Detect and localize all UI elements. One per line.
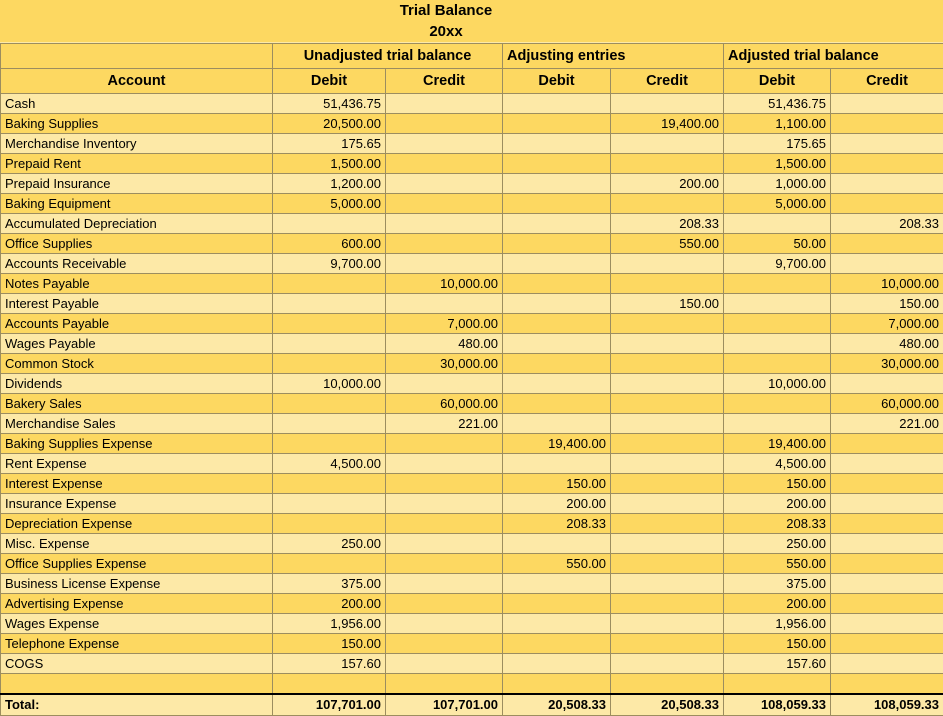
sheet-title: Trial Balance: [399, 2, 493, 19]
unadjusted-debit-cell[interactable]: [273, 314, 386, 334]
adjusting-credit-cell[interactable]: [611, 374, 724, 394]
adjusting-debit-cell[interactable]: [503, 94, 611, 114]
adjusting-credit-cell[interactable]: [611, 634, 724, 654]
adjusting-debit-cell[interactable]: [503, 334, 611, 354]
table-row: [1, 374, 943, 394]
column-header-adjusting-debit: Debit: [503, 69, 611, 94]
adjusted-credit-cell[interactable]: [831, 634, 943, 654]
table-row: [1, 274, 943, 294]
adjusted-debit-cell[interactable]: [724, 414, 831, 434]
adjusting-debit-cell[interactable]: [503, 354, 611, 374]
adjusted-credit-cell[interactable]: [831, 434, 943, 454]
table-row: [1, 654, 943, 674]
adjusting-debit-cell[interactable]: [503, 294, 611, 314]
adjusting-credit-cell[interactable]: 550.00: [611, 234, 724, 254]
blank-row: [1, 674, 943, 695]
section-header-row: [1, 44, 943, 69]
adjusted-debit-cell[interactable]: 1,000.00: [724, 174, 831, 194]
unadjusted-credit-cell[interactable]: [386, 614, 503, 634]
adjusted-debit-cell[interactable]: 4,500.00: [724, 454, 831, 474]
adjusted-debit-cell[interactable]: 9,700.00: [724, 254, 831, 274]
adjusted-credit-cell[interactable]: [831, 174, 943, 194]
unadjusted-debit-cell[interactable]: [273, 274, 386, 294]
unadjusted-credit-cell[interactable]: [386, 194, 503, 214]
unadjusted-credit-cell[interactable]: 221.00: [386, 414, 503, 434]
account-cell[interactable]: Depreciation Expense: [1, 514, 273, 534]
adjusting-credit-cell[interactable]: 208.33: [611, 214, 724, 234]
unadjusted-debit-cell[interactable]: [273, 214, 386, 234]
section-adjusted: Adjusted trial balance: [724, 44, 943, 69]
unadjusted-debit-cell[interactable]: [273, 394, 386, 414]
adjusted-credit-cell[interactable]: [831, 154, 943, 174]
adjusted-debit-cell[interactable]: 250.00: [724, 534, 831, 554]
adjusting-debit-cell[interactable]: [503, 634, 611, 654]
table-row: [1, 634, 943, 654]
unadjusted-credit-cell[interactable]: [386, 114, 503, 134]
account-cell[interactable]: Merchandise Sales: [1, 414, 273, 434]
table-row: [1, 194, 943, 214]
table-row: [1, 294, 943, 314]
unadjusted-debit-cell[interactable]: [273, 414, 386, 434]
adjusted-credit-cell[interactable]: [831, 534, 943, 554]
adjusted-debit-cell[interactable]: 200.00: [724, 594, 831, 614]
account-cell[interactable]: Prepaid Rent: [1, 154, 273, 174]
unadjusted-credit-cell[interactable]: [386, 374, 503, 394]
adjusting-credit-cell[interactable]: [611, 534, 724, 554]
unadjusted-credit-cell[interactable]: 60,000.00: [386, 394, 503, 414]
adjusted-credit-cell[interactable]: [831, 494, 943, 514]
table-row: [1, 254, 943, 274]
account-cell[interactable]: Misc. Expense: [1, 534, 273, 554]
unadjusted-credit-cell[interactable]: 480.00: [386, 334, 503, 354]
account-cell[interactable]: COGS: [1, 654, 273, 674]
blank-cell[interactable]: [273, 674, 386, 695]
account-cell[interactable]: Accumulated Depreciation: [1, 214, 273, 234]
adjusted-debit-cell[interactable]: 175.65: [724, 134, 831, 154]
unadjusted-credit-cell[interactable]: [386, 154, 503, 174]
table-row: [1, 574, 943, 594]
column-header-unadjusted-debit: Debit: [273, 69, 386, 94]
account-cell[interactable]: Interest Payable: [1, 294, 273, 314]
blank-cell[interactable]: [611, 674, 724, 695]
unadjusted-debit-cell[interactable]: 9,700.00: [273, 254, 386, 274]
adjusting-debit-cell[interactable]: 550.00: [503, 554, 611, 574]
adjusted-debit-cell[interactable]: 1,100.00: [724, 114, 831, 134]
column-header-account: Account: [1, 69, 273, 94]
unadjusted-credit-cell[interactable]: [386, 474, 503, 494]
unadjusted-debit-cell[interactable]: [273, 434, 386, 454]
adjusting-debit-cell[interactable]: [503, 254, 611, 274]
total-unadjusted-debit[interactable]: 107,701.00: [273, 694, 386, 716]
adjusting-credit-cell[interactable]: [611, 474, 724, 494]
account-cell[interactable]: Interest Expense: [1, 474, 273, 494]
unadjusted-debit-cell[interactable]: [273, 354, 386, 374]
adjusting-credit-cell[interactable]: [611, 394, 724, 414]
adjusted-credit-cell[interactable]: [831, 574, 943, 594]
unadjusted-debit-cell[interactable]: 157.60: [273, 654, 386, 674]
adjusting-credit-cell[interactable]: [611, 334, 724, 354]
adjusting-debit-cell[interactable]: [503, 394, 611, 414]
adjusted-credit-cell[interactable]: [831, 114, 943, 134]
account-cell[interactable]: Bakery Sales: [1, 394, 273, 414]
total-adjusted-debit[interactable]: 108,059.33: [724, 694, 831, 716]
unadjusted-credit-cell[interactable]: [386, 514, 503, 534]
table-row: [1, 614, 943, 634]
adjusted-debit-cell[interactable]: 51,436.75: [724, 94, 831, 114]
table-row: [1, 514, 943, 534]
adjusting-debit-cell[interactable]: [503, 154, 611, 174]
account-cell[interactable]: Baking Supplies Expense: [1, 434, 273, 454]
adjusting-debit-cell[interactable]: [503, 534, 611, 554]
unadjusted-debit-cell[interactable]: 51,436.75: [273, 94, 386, 114]
adjusted-credit-cell[interactable]: 30,000.00: [831, 354, 943, 374]
adjusting-debit-cell[interactable]: [503, 414, 611, 434]
account-cell[interactable]: Notes Payable: [1, 274, 273, 294]
table-row: [1, 214, 943, 234]
adjusted-debit-cell[interactable]: [724, 334, 831, 354]
adjusting-credit-cell[interactable]: [611, 654, 724, 674]
unadjusted-debit-cell[interactable]: 175.65: [273, 134, 386, 154]
adjusted-credit-cell[interactable]: [831, 194, 943, 214]
adjusting-credit-cell[interactable]: [611, 454, 724, 474]
adjusted-debit-cell[interactable]: 375.00: [724, 574, 831, 594]
adjusting-credit-cell[interactable]: [611, 354, 724, 374]
table-row: [1, 434, 943, 454]
table-row: [1, 594, 943, 614]
table-row: [1, 554, 943, 574]
adjusting-credit-cell[interactable]: 19,400.00: [611, 114, 724, 134]
unadjusted-debit-cell[interactable]: 150.00: [273, 634, 386, 654]
unadjusted-debit-cell[interactable]: [273, 554, 386, 574]
unadjusted-debit-cell[interactable]: 4,500.00: [273, 454, 386, 474]
unadjusted-debit-cell[interactable]: 600.00: [273, 234, 386, 254]
adjusting-debit-cell[interactable]: [503, 574, 611, 594]
column-header-adjusted-debit: Debit: [724, 69, 831, 94]
unadjusted-credit-cell[interactable]: [386, 174, 503, 194]
column-header-row: [1, 69, 943, 94]
adjusted-debit-cell[interactable]: [724, 394, 831, 414]
column-header-adjusting-credit: Credit: [611, 69, 724, 94]
adjusted-credit-cell[interactable]: [831, 254, 943, 274]
total-adjusting-credit[interactable]: 20,508.33: [611, 694, 724, 716]
table-row: [1, 234, 943, 254]
account-cell[interactable]: Insurance Expense: [1, 494, 273, 514]
adjusting-credit-cell[interactable]: [611, 554, 724, 574]
adjusting-credit-cell[interactable]: [611, 494, 724, 514]
adjusting-credit-cell[interactable]: [611, 314, 724, 334]
adjusting-debit-cell[interactable]: 208.33: [503, 514, 611, 534]
account-cell[interactable]: Office Supplies: [1, 234, 273, 254]
unadjusted-debit-cell[interactable]: [273, 294, 386, 314]
account-cell[interactable]: Common Stock: [1, 354, 273, 374]
adjusted-credit-cell[interactable]: [831, 594, 943, 614]
adjusted-debit-cell[interactable]: 150.00: [724, 474, 831, 494]
unadjusted-credit-cell[interactable]: [386, 454, 503, 474]
unadjusted-credit-cell[interactable]: [386, 134, 503, 154]
account-cell[interactable]: Office Supplies Expense: [1, 554, 273, 574]
account-cell[interactable]: Wages Expense: [1, 614, 273, 634]
account-cell[interactable]: Wages Payable: [1, 334, 273, 354]
adjusting-credit-cell[interactable]: [611, 94, 724, 114]
adjusted-credit-cell[interactable]: 7,000.00: [831, 314, 943, 334]
account-cell[interactable]: Advertising Expense: [1, 594, 273, 614]
unadjusted-credit-cell[interactable]: [386, 494, 503, 514]
adjusting-credit-cell[interactable]: [611, 194, 724, 214]
table-row: [1, 394, 943, 414]
unadjusted-debit-cell[interactable]: 1,500.00: [273, 154, 386, 174]
adjusted-debit-cell[interactable]: 157.60: [724, 654, 831, 674]
adjusting-debit-cell[interactable]: [503, 114, 611, 134]
unadjusted-credit-cell[interactable]: [386, 94, 503, 114]
unadjusted-debit-cell[interactable]: [273, 514, 386, 534]
adjusting-credit-cell[interactable]: 150.00: [611, 294, 724, 314]
adjusting-debit-cell[interactable]: [503, 234, 611, 254]
unadjusted-credit-cell[interactable]: [386, 654, 503, 674]
adjusted-debit-cell[interactable]: [724, 214, 831, 234]
unadjusted-debit-cell[interactable]: 1,956.00: [273, 614, 386, 634]
account-cell[interactable]: Baking Supplies: [1, 114, 273, 134]
adjusting-debit-cell[interactable]: 19,400.00: [503, 434, 611, 454]
table-row: [1, 454, 943, 474]
adjusted-debit-cell[interactable]: [724, 274, 831, 294]
total-adjusted-credit[interactable]: 108,059.33: [831, 694, 943, 716]
adjusted-credit-cell[interactable]: [831, 474, 943, 494]
unadjusted-credit-cell[interactable]: 7,000.00: [386, 314, 503, 334]
adjusting-credit-cell[interactable]: [611, 274, 724, 294]
unadjusted-debit-cell[interactable]: 5,000.00: [273, 194, 386, 214]
totals-row: [1, 694, 943, 716]
adjusted-credit-cell[interactable]: [831, 374, 943, 394]
account-cell[interactable]: Accounts Receivable: [1, 254, 273, 274]
total-adjusting-debit[interactable]: 20,508.33: [503, 694, 611, 716]
column-header-unadjusted-credit: Credit: [386, 69, 503, 94]
unadjusted-credit-cell[interactable]: [386, 234, 503, 254]
adjusting-credit-cell[interactable]: 200.00: [611, 174, 724, 194]
unadjusted-credit-cell[interactable]: 10,000.00: [386, 274, 503, 294]
adjusted-credit-cell[interactable]: [831, 654, 943, 674]
adjusting-credit-cell[interactable]: [611, 514, 724, 534]
unadjusted-credit-cell[interactable]: [386, 594, 503, 614]
unadjusted-debit-cell[interactable]: 200.00: [273, 594, 386, 614]
adjusting-debit-cell[interactable]: [503, 214, 611, 234]
adjusted-debit-cell[interactable]: 19,400.00: [724, 434, 831, 454]
table-row: [1, 314, 943, 334]
adjusted-debit-cell[interactable]: 200.00: [724, 494, 831, 514]
table-row: [1, 534, 943, 554]
account-cell[interactable]: Cash: [1, 94, 273, 114]
unadjusted-credit-cell[interactable]: [386, 254, 503, 274]
table-row: [1, 494, 943, 514]
adjusting-debit-cell[interactable]: [503, 134, 611, 154]
adjusted-debit-cell[interactable]: 1,956.00: [724, 614, 831, 634]
table-row: [1, 134, 943, 154]
adjusted-debit-cell[interactable]: [724, 294, 831, 314]
account-cell[interactable]: Prepaid Insurance: [1, 174, 273, 194]
adjusted-credit-cell[interactable]: 480.00: [831, 334, 943, 354]
adjusting-debit-cell[interactable]: 200.00: [503, 494, 611, 514]
adjusting-debit-cell[interactable]: [503, 654, 611, 674]
unadjusted-debit-cell[interactable]: 20,500.00: [273, 114, 386, 134]
blank-cell[interactable]: [1, 674, 273, 695]
adjusted-debit-cell[interactable]: 150.00: [724, 634, 831, 654]
adjusting-credit-cell[interactable]: [611, 154, 724, 174]
table-row: [1, 94, 943, 114]
table-row: [1, 474, 943, 494]
adjusting-credit-cell[interactable]: [611, 414, 724, 434]
table-row: [1, 414, 943, 434]
sheet-subtitle: 20xx: [429, 23, 463, 40]
adjusted-credit-cell[interactable]: 150.00: [831, 294, 943, 314]
unadjusted-credit-cell[interactable]: [386, 294, 503, 314]
adjusting-credit-cell[interactable]: [611, 614, 724, 634]
adjusting-credit-cell[interactable]: [611, 134, 724, 154]
total-unadjusted-credit[interactable]: 107,701.00: [386, 694, 503, 716]
adjusting-debit-cell[interactable]: [503, 454, 611, 474]
adjusting-debit-cell[interactable]: [503, 614, 611, 634]
account-header-spacer: [1, 44, 273, 69]
account-cell[interactable]: Accounts Payable: [1, 314, 273, 334]
account-cell[interactable]: Telephone Expense: [1, 634, 273, 654]
unadjusted-credit-cell[interactable]: [386, 634, 503, 654]
adjusted-debit-cell[interactable]: 50.00: [724, 234, 831, 254]
unadjusted-debit-cell[interactable]: 10,000.00: [273, 374, 386, 394]
adjusted-debit-cell[interactable]: 10,000.00: [724, 374, 831, 394]
unadjusted-credit-cell[interactable]: [386, 534, 503, 554]
unadjusted-debit-cell[interactable]: [273, 334, 386, 354]
account-cell[interactable]: Dividends: [1, 374, 273, 394]
unadjusted-debit-cell[interactable]: [273, 494, 386, 514]
adjusting-credit-cell[interactable]: [611, 254, 724, 274]
adjusted-credit-cell[interactable]: 208.33: [831, 214, 943, 234]
adjusting-credit-cell[interactable]: [611, 574, 724, 594]
total-label[interactable]: Total:: [1, 694, 273, 716]
unadjusted-debit-cell[interactable]: 250.00: [273, 534, 386, 554]
blank-cell[interactable]: [831, 674, 943, 695]
adjusting-debit-cell[interactable]: [503, 194, 611, 214]
account-cell[interactable]: Baking Equipment: [1, 194, 273, 214]
adjusting-debit-cell[interactable]: 150.00: [503, 474, 611, 494]
adjusted-credit-cell[interactable]: 10,000.00: [831, 274, 943, 294]
trial-balance-table: [0, 43, 943, 716]
adjusted-credit-cell[interactable]: [831, 514, 943, 534]
adjusted-credit-cell[interactable]: [831, 234, 943, 254]
adjusted-credit-cell[interactable]: [831, 554, 943, 574]
adjusted-credit-cell[interactable]: [831, 134, 943, 154]
adjusting-debit-cell[interactable]: [503, 374, 611, 394]
unadjusted-debit-cell[interactable]: [273, 474, 386, 494]
blank-cell[interactable]: [503, 674, 611, 695]
adjusted-credit-cell[interactable]: 60,000.00: [831, 394, 943, 414]
adjusted-credit-cell[interactable]: [831, 454, 943, 474]
adjusted-credit-cell[interactable]: [831, 614, 943, 634]
adjusted-credit-cell[interactable]: 221.00: [831, 414, 943, 434]
adjusted-debit-cell[interactable]: [724, 314, 831, 334]
adjusted-debit-cell[interactable]: 208.33: [724, 514, 831, 534]
account-cell[interactable]: Rent Expense: [1, 454, 273, 474]
blank-cell[interactable]: [724, 674, 831, 695]
adjusting-debit-cell[interactable]: [503, 174, 611, 194]
column-header-adjusted-credit: Credit: [831, 69, 943, 94]
adjusting-credit-cell[interactable]: [611, 594, 724, 614]
adjusted-debit-cell[interactable]: 550.00: [724, 554, 831, 574]
unadjusted-credit-cell[interactable]: [386, 574, 503, 594]
blank-cell[interactable]: [386, 674, 503, 695]
adjusting-credit-cell[interactable]: [611, 434, 724, 454]
unadjusted-debit-cell[interactable]: 1,200.00: [273, 174, 386, 194]
section-adjusting: Adjusting entries: [503, 44, 724, 69]
adjusting-debit-cell[interactable]: [503, 594, 611, 614]
adjusted-debit-cell[interactable]: [724, 354, 831, 374]
table-row: [1, 154, 943, 174]
section-unadjusted: Unadjusted trial balance: [273, 44, 503, 69]
unadjusted-credit-cell[interactable]: [386, 434, 503, 454]
unadjusted-debit-cell[interactable]: 375.00: [273, 574, 386, 594]
adjusting-debit-cell[interactable]: [503, 274, 611, 294]
unadjusted-credit-cell[interactable]: 30,000.00: [386, 354, 503, 374]
adjusted-debit-cell[interactable]: 1,500.00: [724, 154, 831, 174]
account-cell[interactable]: Merchandise Inventory: [1, 134, 273, 154]
table-row: [1, 174, 943, 194]
unadjusted-credit-cell[interactable]: [386, 214, 503, 234]
table-row: [1, 354, 943, 374]
table-row: [1, 114, 943, 134]
adjusting-debit-cell[interactable]: [503, 314, 611, 334]
unadjusted-credit-cell[interactable]: [386, 554, 503, 574]
adjusted-credit-cell[interactable]: [831, 94, 943, 114]
table-row: [1, 334, 943, 354]
adjusted-debit-cell[interactable]: 5,000.00: [724, 194, 831, 214]
account-cell[interactable]: Business License Expense: [1, 574, 273, 594]
